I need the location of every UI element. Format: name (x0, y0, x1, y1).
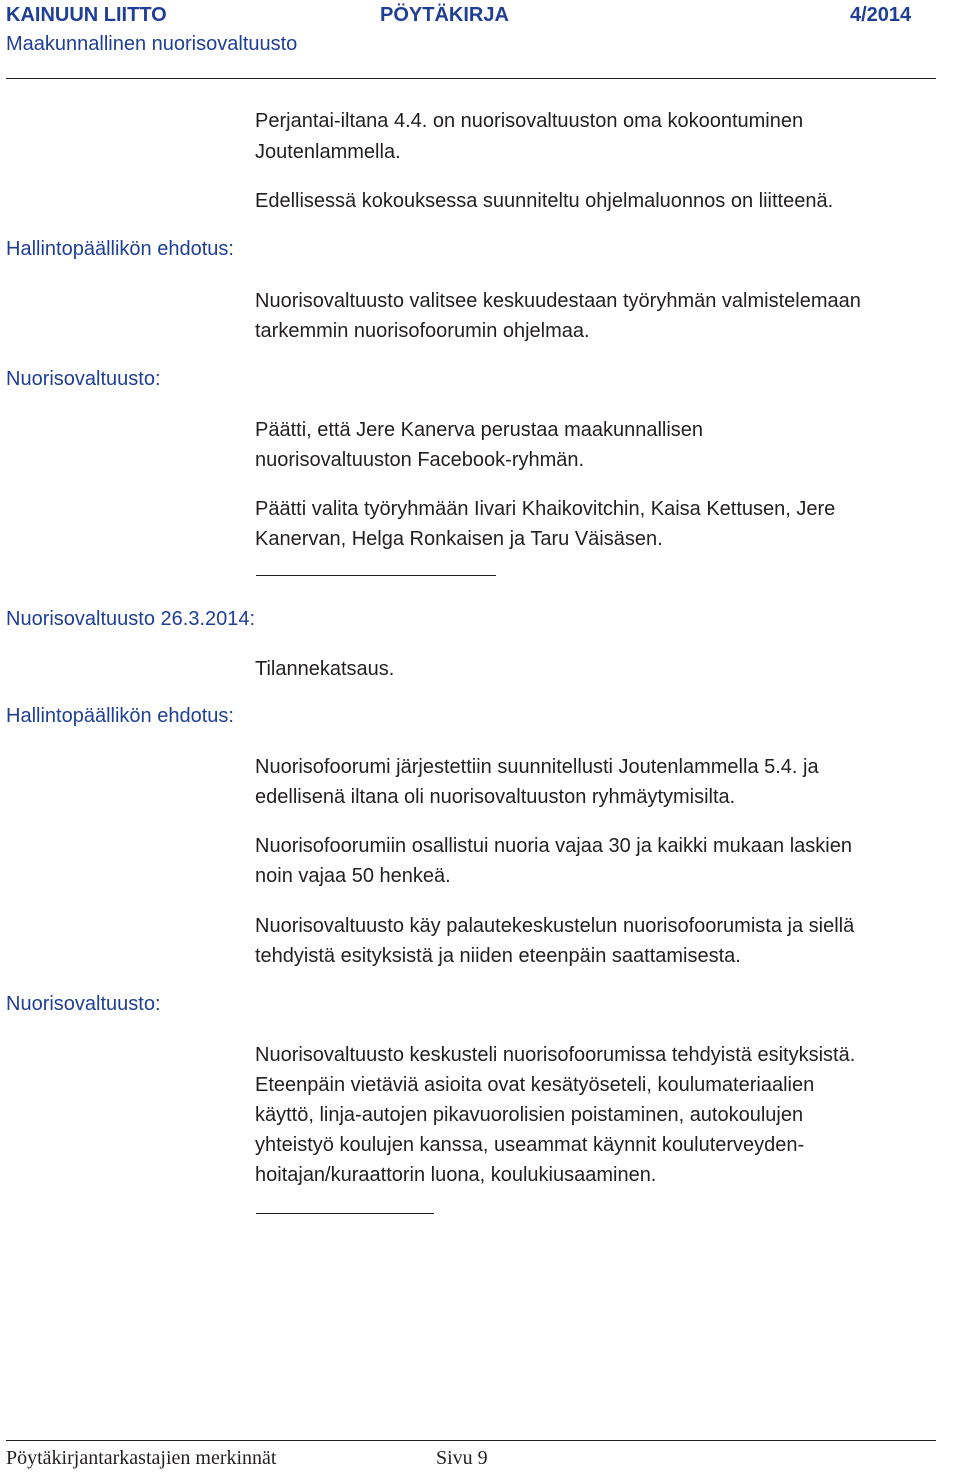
footer-note: Pöytäkirjantarkastajien merkinnät (6, 1447, 277, 1469)
body-text-line: Nuorisofoorumiin osallistui nuoria vajaa 30 ja kaikki mukaan laskien (255, 835, 852, 857)
footer-divider (6, 1440, 936, 1441)
label-council-1: Nuorisovaltuusto: (6, 368, 161, 390)
body-text-line: Päätti valita työryhmään Iivari Khaikovitchin, Kaisa Kettusen, Jere (255, 498, 836, 520)
body-text-line: tehdyistä esityksistä ja niiden eteenpäin saattamisesta. (255, 945, 741, 967)
label-proposal-2: Hallintopäällikön ehdotus: (6, 705, 234, 727)
body-text-line: nuorisovaltuuston Facebook-ryhmän. (255, 449, 585, 471)
body-text-line: Tilannekatsaus. (255, 658, 395, 680)
body-text-line: Perjantai-iltana 4.4. on nuorisovaltuuston oma kokoontuminen (255, 110, 804, 132)
body-text-line: tarkemmin nuorisofoorumin ohjelmaa. (255, 320, 590, 342)
header-divider (6, 78, 936, 79)
body-text-line: hoitajan/kuraattorin luona, koulukiusaaminen. (255, 1164, 657, 1186)
label-meeting-date: Nuorisovaltuusto 26.3.2014: (6, 608, 256, 630)
body-text-line: Päätti, että Jere Kanerva perustaa maakunnallisen (255, 419, 704, 441)
document-subtitle: Maakunnallinen nuorisovaltuusto (6, 33, 298, 55)
body-text-line: Kanervan, Helga Ronkaisen ja Taru Väisäsen. (255, 528, 663, 550)
body-text-line: Nuorisovaltuusto käy palautekeskustelun nuorisofoorumista ja siellä (255, 915, 855, 937)
section-divider (256, 1213, 434, 1214)
body-text-line: edellisenä iltana oli nuorisovaltuuston ryhmäytymisilta. (255, 786, 736, 808)
label-council-2: Nuorisovaltuusto: (6, 993, 161, 1015)
organization-name: KAINUUN LIITTO (6, 4, 167, 26)
body-text-line: yhteistyö koulujen kanssa, useammat käynnit kouluterveyden- (255, 1134, 805, 1156)
page-number: Sivu 9 (436, 1447, 488, 1469)
body-text-line: Nuorisofoorumi järjestettiin suunnitellusti Joutenlammella 5.4. ja (255, 756, 819, 778)
label-proposal-1: Hallintopäällikön ehdotus: (6, 238, 234, 260)
section-divider (256, 575, 496, 576)
document-type: PÖYTÄKIRJA (380, 4, 509, 26)
body-text-line: Joutenlammella. (255, 141, 401, 163)
body-text-line: Edellisessä kokouksessa suunniteltu ohjelmaluonnos on liitteenä. (255, 190, 834, 212)
body-text-line: Nuorisovaltuusto valitsee keskuudestaan työryhmän valmistelemaan (255, 290, 861, 312)
body-text-line: Nuorisovaltuusto keskusteli nuorisofoorumissa tehdyistä esityksistä. (255, 1044, 856, 1066)
body-text-line: Eteenpäin vietäviä asioita ovat kesätyöseteli, koulumateriaalien (255, 1074, 815, 1096)
document-number: 4/2014 (850, 4, 912, 26)
body-text-line: käyttö, linja-autojen pikavuorolisien poistaminen, autokoulujen (255, 1104, 804, 1126)
body-text-line: noin vajaa 50 henkeä. (255, 865, 451, 887)
